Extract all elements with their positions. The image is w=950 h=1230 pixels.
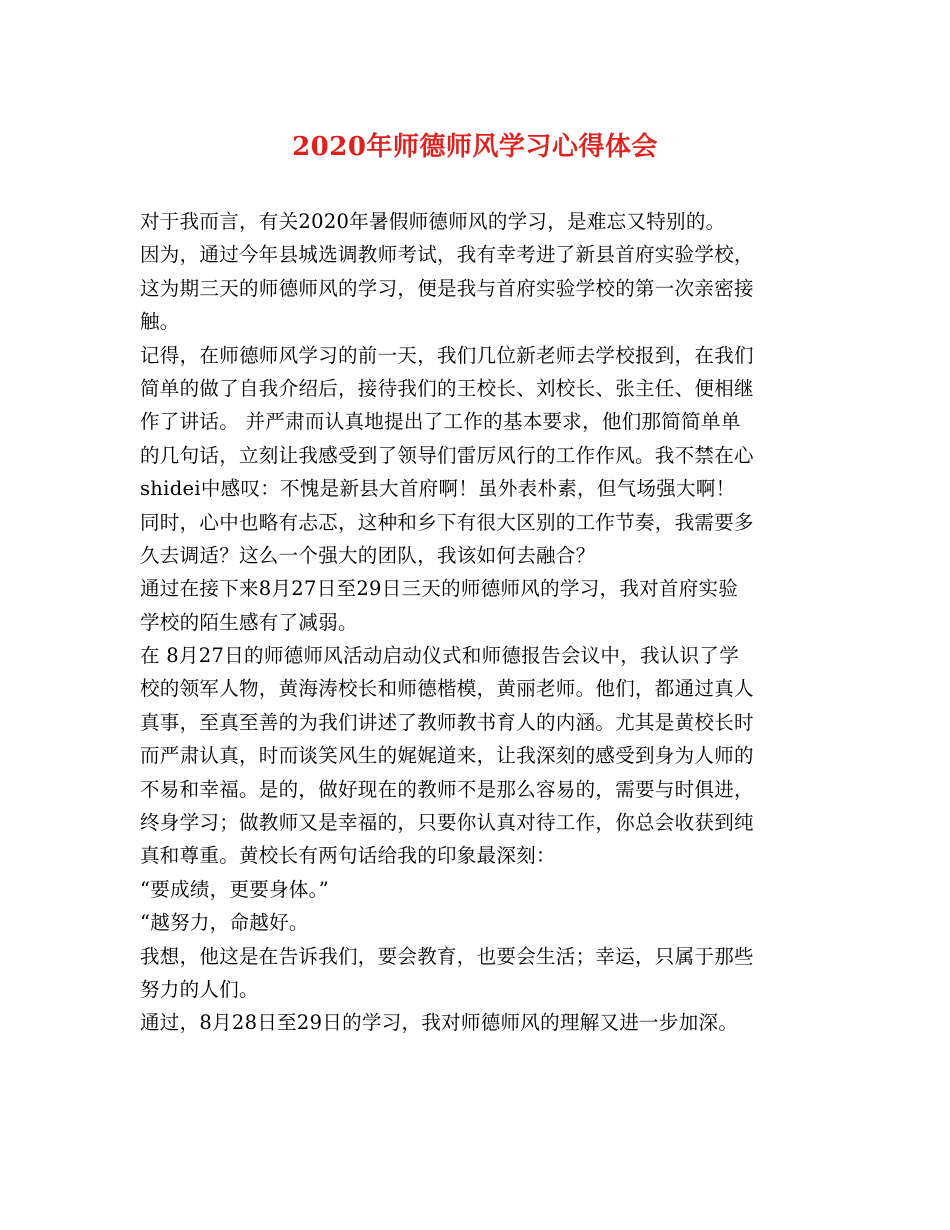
body-line: 记得，在师德师风学习的前一天，我们几位新老师去学校报到，在我们 (140, 343, 754, 367)
document-body (140, 205, 820, 1040)
body-line: 通过，8月28日至29日的学习，我对师德师风的理解又进一步加深。 (140, 1011, 739, 1035)
body-line: 我想，他这是在告诉我们，要会教育，也要会生活；幸运，只属于那些 (140, 944, 754, 968)
body-line: 同时，心中也略有忐忑，这种和乡下有很大区别的工作节奏，我需要多 (140, 510, 754, 534)
body-line: 不易和幸福。是的，做好现在的教师不是那么容易的，需要与时俱进， (140, 777, 754, 801)
document-title: 2020年师德师风学习心得体会 (292, 132, 658, 162)
body-line: shidei中感叹：不愧是新县大首府啊！虽外表朴素，但气场强大啊！ (140, 477, 736, 501)
body-line: 因为，通过今年县城选调教师考试，我有幸考进了新县首府实验学校， (140, 243, 754, 267)
body-line: 校的领军人物，黄海涛校长和师德楷模，黄丽老师。他们，都通过真人 (140, 677, 754, 701)
body-line: 对于我而言，有关2020年暑假师德师风的学习，是难忘又特别的。 (140, 210, 726, 233)
body-line: 而严肃认真，时而谈笑风生的娓娓道来，让我深刻的感受到身为人师的 (140, 744, 754, 768)
body-line: 触。 (140, 310, 180, 334)
body-line: 简单的做了自我介绍后，接待我们的王校长、刘校长、张主任、便相继 (140, 376, 754, 400)
body-line: 真事，至真至善的为我们讲述了教师教书育人的内涵。尤其是黄校长时 (140, 710, 754, 734)
body-line: 通过在接下来8月27日至29日三天的师德师风的学习，我对首府实验 (140, 577, 739, 601)
body-line: “要成绩，更要身体。” (140, 877, 329, 901)
body-line: 终身学习；做教师又是幸福的，只要你认真对待工作，你总会收获到纯 (140, 811, 754, 835)
body-line: 这为期三天的师德师风的学习，便是我与首府实验学校的第一次亲密接 (140, 276, 754, 300)
body-line: 作了讲话。 并严肃而认真地提出了工作的基本要求，他们那简简单单 (140, 410, 741, 434)
body-line: 学校的陌生感有了减弱。 (140, 610, 358, 634)
body-line: 真和尊重。黄校长有两句话给我的印象最深刻： (140, 844, 556, 868)
body-line: 久去调适？这么一个强大的团队，我该如何去融合？ (140, 543, 596, 567)
body-line: 努力的人们。 (140, 977, 259, 1001)
body-line: 的几句话，立刻让我感受到了领导们雷厉风行的工作作风。我不禁在心 (140, 443, 754, 467)
body-line: 在 8月27日的师德师风活动启动仪式和师德报告会议中，我认识了学 (140, 644, 740, 668)
body-line: “越努力，命越好。 (140, 911, 309, 935)
